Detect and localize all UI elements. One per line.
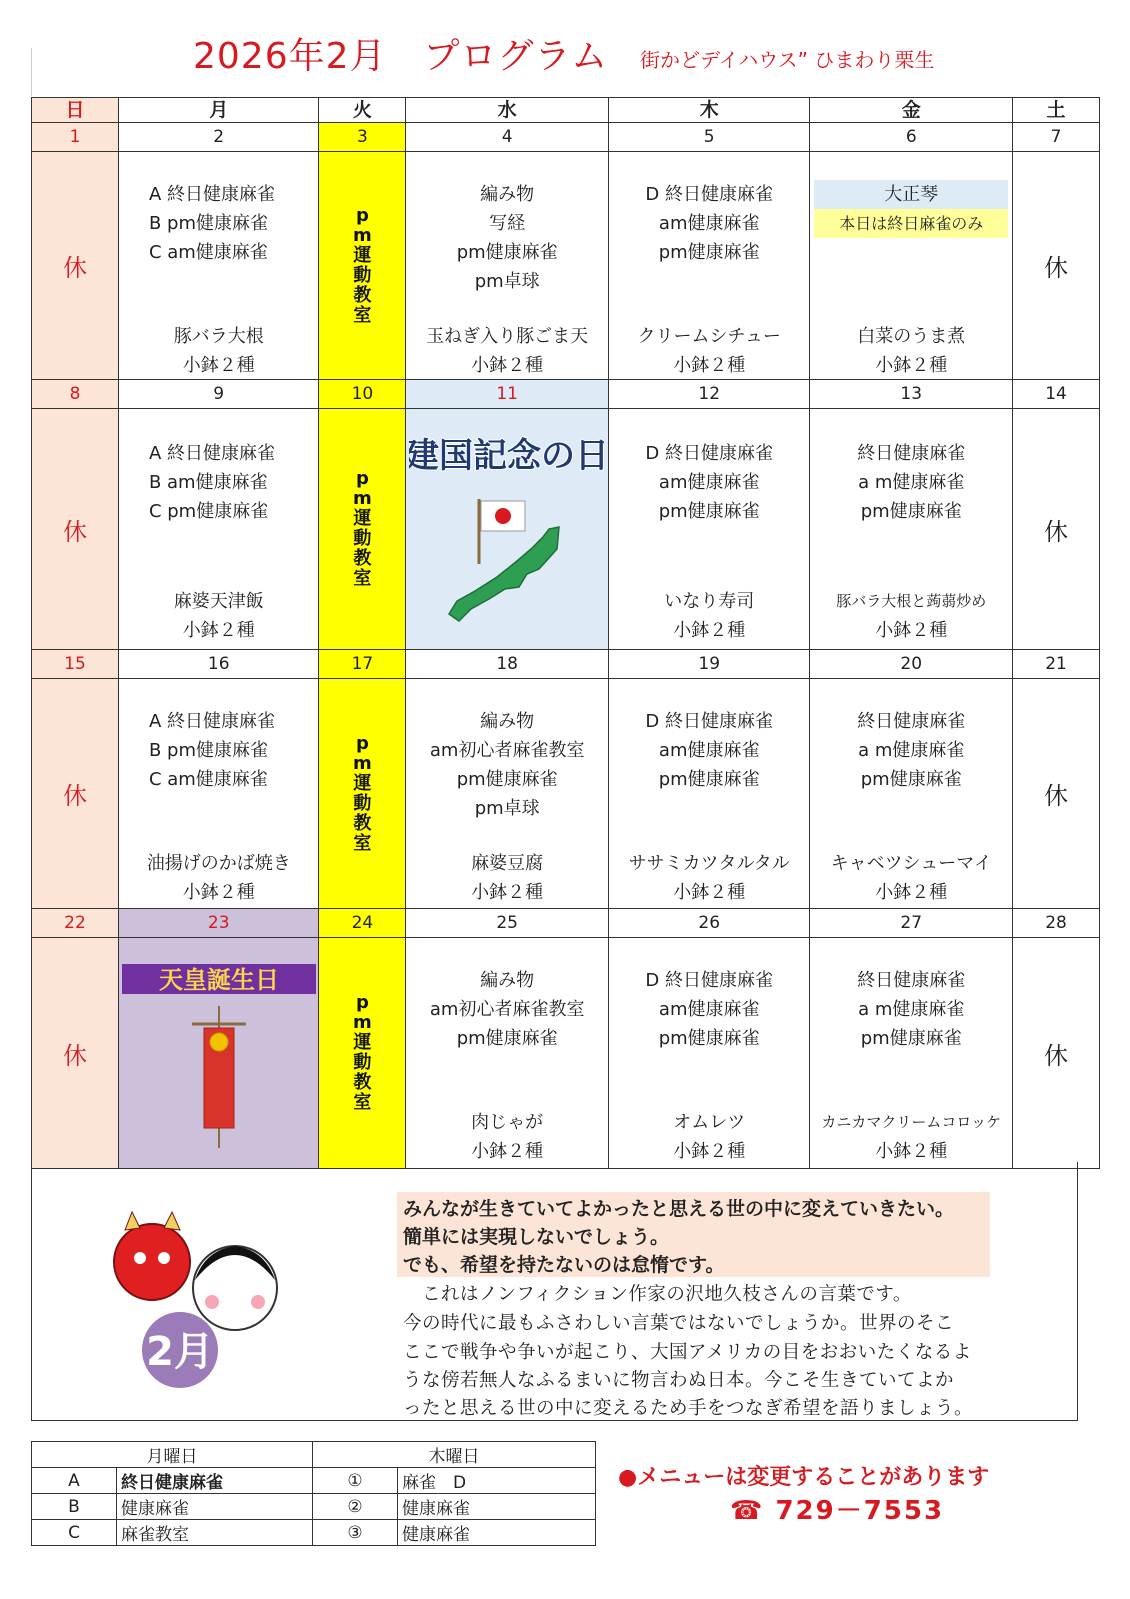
closed-cell: 休: [1013, 409, 1100, 650]
menu-item: 油揚げのかば焼き: [146, 853, 291, 874]
activity: 終日健康麻雀: [857, 970, 966, 991]
legend-row: [32, 1520, 596, 1546]
tue-cell: [319, 409, 406, 650]
activity: 写経: [489, 213, 526, 234]
message-line: ここで戦争や争いが起こり、大国アメリカの目をおおいたくなるよ: [403, 1342, 972, 1363]
menu-item: 小鉢２種: [471, 355, 544, 376]
menu-item: 小鉢２種: [875, 1141, 948, 1162]
date-cell: 24: [319, 909, 406, 938]
exercise-class: p m 運 動 教 室: [353, 992, 372, 1113]
month-badge: 2月: [146, 1329, 214, 1375]
holiday-cell: [118, 938, 319, 1169]
menu-item: 肉じゃが: [471, 1112, 544, 1133]
activity: D 終日健康麻雀: [645, 970, 773, 991]
date-cell: 25: [406, 909, 609, 938]
date-cell: 28: [1013, 909, 1100, 938]
weekday-mon: 月: [118, 98, 319, 123]
activity: pm健康麻雀: [456, 1028, 558, 1049]
thu-cell: [608, 409, 810, 650]
activity: a m健康麻雀: [858, 472, 965, 493]
date-cell: 12: [608, 380, 810, 409]
menu-item: 小鉢２種: [471, 1141, 544, 1162]
menu-item: 小鉢２種: [875, 620, 948, 641]
activity: a m健康麻雀: [858, 740, 965, 761]
activity: C am健康麻雀: [148, 769, 268, 790]
weekday-thu: 木: [608, 98, 810, 123]
legend-header: [32, 1442, 596, 1468]
activity: am健康麻雀: [658, 213, 760, 234]
date-cell: 4: [406, 123, 609, 152]
tue-cell: [319, 938, 406, 1169]
phone-number: ☎ 729－7553: [730, 1496, 945, 1526]
menu-item: 小鉢２種: [673, 1141, 746, 1162]
activity: pm健康麻雀: [860, 1028, 962, 1049]
date-cell: 2: [118, 123, 319, 152]
menu-item: オムレツ: [673, 1112, 746, 1133]
date-cell: 1: [32, 123, 119, 152]
notice-badge: 本日は終日麻雀のみ: [814, 209, 1008, 238]
activity: pm健康麻雀: [658, 1028, 760, 1049]
menu-change-notice: ●メニューは変更することがあります: [618, 1465, 990, 1490]
activity: pm健康麻雀: [860, 769, 962, 790]
activity: 終日健康麻雀: [857, 443, 966, 464]
activity: D 終日健康麻雀: [645, 711, 773, 732]
activity: am健康麻雀: [658, 999, 760, 1020]
quote-line: 簡単には実現しないでしょう。: [403, 1226, 670, 1248]
exercise-class: p m 運 動 教 室: [353, 468, 372, 589]
date-cell: 9: [118, 380, 319, 409]
oni-otafuku-illustration: [100, 1210, 300, 1390]
date-cell: 11: [406, 380, 609, 409]
emperors-birthday-illustration: [122, 938, 316, 1164]
date-row: [32, 380, 1100, 409]
weekday-sun: 日: [32, 98, 119, 123]
menu-item: 白菜のうま煮: [857, 326, 966, 347]
weekday-fri: 金: [810, 98, 1013, 123]
legend-value: 麻雀 D: [398, 1468, 596, 1494]
activity: B am健康麻雀: [148, 472, 268, 493]
exercise-class: p m 運 動 教 室: [353, 204, 372, 326]
fri-cell: [810, 679, 1013, 909]
date-row: [32, 650, 1100, 679]
activity: a m健康麻雀: [858, 999, 965, 1020]
weekday-wed: 水: [406, 98, 609, 123]
activity: pm健康麻雀: [658, 242, 760, 263]
legend-thu-header: 木曜日: [313, 1442, 596, 1468]
date-cell: 5: [608, 123, 810, 152]
legend-key: B: [32, 1494, 117, 1520]
wed-cell: [406, 679, 609, 909]
exercise-class: p m 運 動 教 室: [353, 732, 372, 854]
holiday-cell: [406, 409, 609, 650]
activity: pm健康麻雀: [456, 242, 558, 263]
page-header: [0, 22, 1130, 82]
thu-cell: [608, 938, 810, 1169]
menu-item: 麻婆天津飯: [173, 591, 264, 612]
activity: C am健康麻雀: [148, 242, 268, 263]
menu-item: 小鉢２種: [673, 620, 746, 641]
activity: B pm健康麻雀: [148, 740, 268, 761]
wed-cell: [406, 938, 609, 1169]
divider: [31, 48, 32, 96]
week-row: [32, 152, 1100, 380]
closed-cell: 休: [32, 409, 119, 650]
menu-item: 小鉢２種: [182, 620, 255, 641]
activity: pm健康麻雀: [860, 501, 962, 522]
closed-cell: 休: [32, 152, 119, 380]
message-line: 今の時代に最もふさわしい言葉ではないでしょうか。世界のそこ: [403, 1313, 955, 1334]
menu-item: 小鉢２種: [673, 355, 746, 376]
legend-table: [31, 1441, 596, 1546]
menu-item: 小鉢２種: [875, 355, 948, 376]
date-cell: 10: [319, 380, 406, 409]
weekday-sat: 土: [1013, 98, 1100, 123]
quote-line: でも、希望を持たないのは怠惰です。: [403, 1254, 725, 1276]
activity: A 終日健康麻雀: [148, 443, 275, 464]
date-cell: 15: [32, 650, 119, 679]
date-cell: 3: [319, 123, 406, 152]
menu-item: キャベツシューマイ: [830, 853, 992, 874]
date-cell: 8: [32, 380, 119, 409]
menu-item: 豚バラ大根と蒟蒻炒め: [836, 592, 987, 610]
date-row: [32, 123, 1100, 152]
activity: am健康麻雀: [658, 472, 760, 493]
menu-item: 小鉢２種: [673, 882, 746, 903]
national-foundation-day-illustration: [409, 409, 605, 645]
menu-item: ササミカツタルタル: [628, 853, 790, 874]
activity: pm健康麻雀: [658, 501, 760, 522]
fri-cell: [810, 152, 1013, 380]
weekday-tue: 火: [319, 98, 406, 123]
tue-cell: [319, 679, 406, 909]
legend-mon-header: 月曜日: [32, 1442, 313, 1468]
activity: 終日健康麻雀: [857, 711, 966, 732]
legend-value: 健康麻雀: [398, 1520, 596, 1546]
thu-cell: [608, 679, 810, 909]
legend-value: 健康麻雀: [117, 1494, 313, 1520]
menu-item: 玉ねぎ入り豚ごま天: [426, 326, 589, 347]
weekday-header-row: [32, 98, 1100, 123]
mon-cell: [118, 679, 319, 909]
activity: A 終日健康麻雀: [148, 184, 275, 205]
legend-key: ③: [313, 1520, 398, 1546]
date-cell: 16: [118, 650, 319, 679]
date-cell: 17: [319, 650, 406, 679]
date-cell: 27: [810, 909, 1013, 938]
legend-value: 終日健康麻雀: [117, 1468, 313, 1494]
legend-value: 麻雀教室: [117, 1520, 313, 1546]
quote-line: みんなが生きていてよかったと思える世の中に変えていきたい。: [403, 1198, 955, 1220]
date-cell: 18: [406, 650, 609, 679]
tue-cell: [319, 152, 406, 380]
message-line: ったと思える世の中に変えるため手をつなぎ希望を語りましょう。: [403, 1398, 974, 1419]
date-cell: 23: [118, 909, 319, 938]
activity: am初心者麻雀教室: [429, 999, 585, 1020]
date-cell: 21: [1013, 650, 1100, 679]
fri-cell: [810, 409, 1013, 650]
menu-item: 小鉢２種: [182, 355, 255, 376]
legend-key: A: [32, 1468, 117, 1494]
date-cell: 7: [1013, 123, 1100, 152]
mon-cell: [118, 409, 319, 650]
message-line: うな傍若無人なふるまいに物言わぬ日本。今こそ生きていてよか: [403, 1370, 955, 1391]
calendar-table: [31, 97, 1100, 1169]
thu-cell: [608, 152, 810, 380]
closed-cell: 休: [1013, 152, 1100, 380]
activity: 編み物: [480, 970, 535, 991]
closed-cell: 休: [1013, 679, 1100, 909]
wed-cell: [406, 152, 609, 380]
activity: pm卓球: [474, 798, 540, 819]
activity: C pm健康麻雀: [148, 501, 269, 522]
fri-cell: [810, 938, 1013, 1169]
closed-cell: 休: [32, 938, 119, 1169]
date-row: [32, 909, 1100, 938]
activity: am健康麻雀: [658, 740, 760, 761]
menu-item: クリームシチュー: [637, 326, 781, 347]
date-cell: 14: [1013, 380, 1100, 409]
holiday-title: 天皇誕生日: [158, 966, 279, 994]
activity: pm卓球: [474, 271, 540, 292]
mon-cell: [118, 152, 319, 380]
activity: 大正琴: [814, 180, 1008, 209]
activity: B pm健康麻雀: [148, 213, 268, 234]
activity: pm健康麻雀: [456, 769, 558, 790]
legend-row: [32, 1468, 596, 1494]
menu-item: いなり寿司: [664, 591, 755, 612]
legend-value: 健康麻雀: [398, 1494, 596, 1520]
date-cell: 6: [810, 123, 1013, 152]
menu-item: 豚バラ大根: [173, 326, 264, 347]
holiday-title: 建国記念の日: [409, 436, 606, 476]
date-cell: 26: [608, 909, 810, 938]
week-row: [32, 409, 1100, 650]
activity: D 終日健康麻雀: [645, 184, 773, 205]
menu-item: 小鉢２種: [875, 882, 948, 903]
closed-cell: 休: [32, 679, 119, 909]
message-line: これはノンフィクション作家の沢地久枝さんの言葉です。: [403, 1284, 912, 1305]
activity: 編み物: [480, 711, 535, 732]
menu-item: 麻婆豆腐: [471, 853, 544, 874]
activity: 編み物: [480, 184, 535, 205]
menu-item: 小鉢２種: [182, 882, 255, 903]
week-row: [32, 679, 1100, 909]
closed-cell: 休: [1013, 938, 1100, 1169]
activity: A 終日健康麻雀: [148, 711, 275, 732]
week-row: [32, 938, 1100, 1169]
menu-item: 小鉢２種: [471, 882, 544, 903]
date-cell: 13: [810, 380, 1013, 409]
page-title: 2026年2月 プログラム: [193, 36, 609, 77]
date-cell: 22: [32, 909, 119, 938]
date-cell: 19: [608, 650, 810, 679]
date-cell: 20: [810, 650, 1013, 679]
activity: pm健康麻雀: [658, 769, 760, 790]
legend-key: C: [32, 1520, 117, 1546]
legend-row: [32, 1494, 596, 1520]
menu-item: カニカマクリームコロッケ: [821, 1113, 1002, 1131]
legend-key: ②: [313, 1494, 398, 1520]
legend-key: ①: [313, 1468, 398, 1494]
activity: D 終日健康麻雀: [645, 443, 773, 464]
facility-name: 街かどデイハウス” ひまわり栗生: [640, 48, 935, 72]
activity: am初心者麻雀教室: [429, 740, 585, 761]
